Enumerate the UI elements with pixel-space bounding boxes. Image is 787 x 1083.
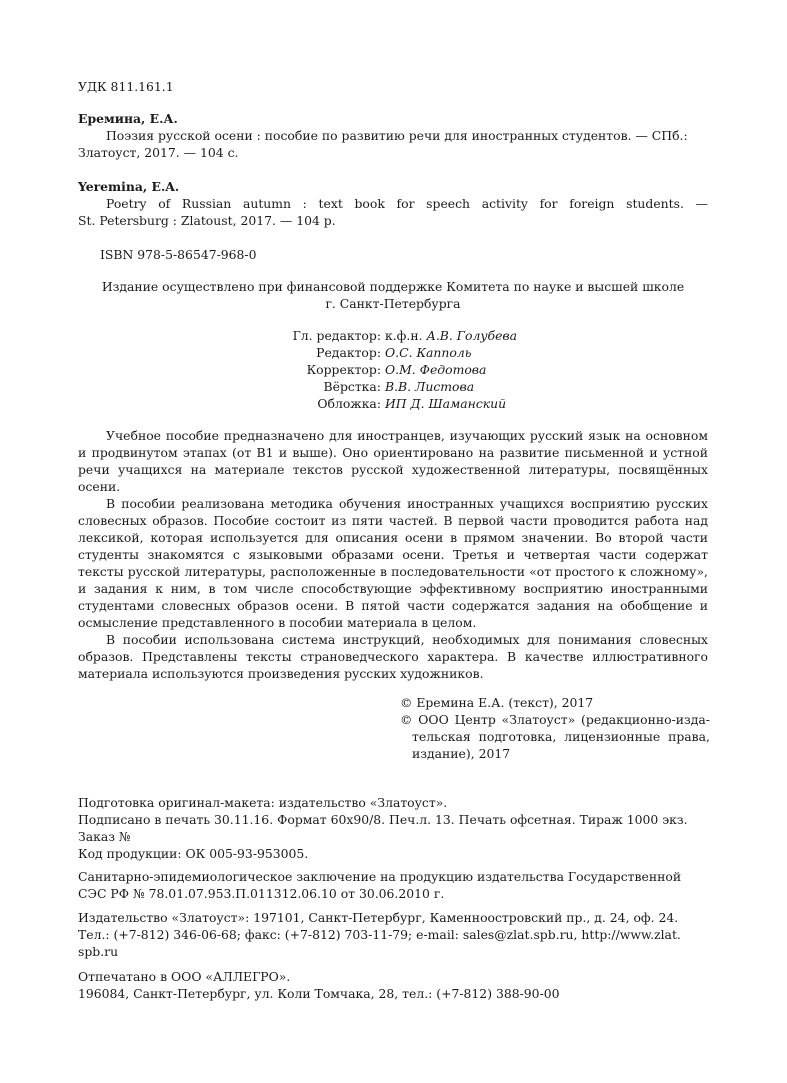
product-code: Код продукции: ОК 005-93-953005. [78, 846, 309, 861]
credit-row [78, 378, 708, 395]
publisher-address: Издательство «Златоуст»: 197101, Санкт-Петербург, Каменноостровский пр., д. 24, оф. 24. [78, 910, 679, 925]
support-note [78, 278, 708, 312]
copyright-line: © Еремина Е.А. (текст), 2017 [400, 695, 594, 710]
abstract-paragraph: В пособии использована система инструкций, необходимых для понимания словесных образов. Представлены тексты страноведческого характера. В качестве иллюстративного материала используются произведения русских художников. [78, 632, 708, 681]
layout-prep: Подготовка оригинал-макета: издательство «Златоуст». [78, 795, 448, 810]
printer-info [78, 968, 708, 1002]
order-number: Заказ № [78, 829, 131, 844]
credit-name: О.М. Федотова [385, 362, 487, 377]
abstract [78, 427, 708, 682]
credit-row [78, 395, 708, 412]
copyright-line: тельская подготовка, лицензионные права, [412, 729, 710, 744]
publisher-phones: Тел.: (+7-812) 346-06-68; факс: (+7-812) 703-11-79; e-mail: sales@zlat.spb.ru, http://www.zlat. [78, 927, 681, 942]
credit-name: А.В. Голубева [426, 328, 518, 343]
print-details: Подписано в печать 30.11.16. Формат 60х90/8. Печ.л. 13. Печать офсетная. Тираж 1000 экз. [78, 812, 688, 827]
credit-role: Гл. редактор: [292, 328, 381, 343]
abstract-paragraph: В пособии реализована методика обучения иностранных учащихся восприятию русских словесных образов. Пособие состоит из пяти частей. В первой части проводится работа над лексикой, которая используется для описания осени в прямом значении. Во второй части студенты знакомятся с языковыми образами осени. Третья и четвертая части содержат тексты русской литературы, расположенные в последовательности «от простого к сложному», и задания к ним, в том числе способствующие эффективному восприятию иностранными студентами словесных образов осени. В пятой части содержатся задания на обобщение и осмысление представленного в пособии материала в целом. [78, 496, 708, 630]
support-line-2: г. Санкт-Петербурга [325, 296, 461, 311]
credit-row [78, 344, 708, 361]
credit-role: Обложка: [317, 396, 381, 411]
credit-prefix: к.ф.н. [385, 328, 423, 343]
credit-role: Корректор: [306, 362, 381, 377]
credit-row [78, 361, 708, 378]
publisher-site-cont: spb.ru [78, 944, 119, 959]
sanitary-line-2: СЭС РФ № 78.01.07.953.П.011312.06.10 от 30.06.2010 г. [78, 886, 445, 901]
credit-name: О.С. Капполь [385, 345, 472, 360]
ru-description-line-2: Златоуст, 2017. — 104 с. [78, 145, 239, 160]
publisher-contacts [78, 909, 708, 960]
en-description-line-2: St. Petersburg : Zlatoust, 2017. — 104 p. [78, 213, 336, 228]
credit-name: ИП Д. Шаманский [385, 396, 507, 411]
copyright-block [400, 694, 710, 762]
credit-name: В.В. Листова [385, 379, 475, 394]
ru-description-line-1: Поэзия русской осени : пособие по развитию речи для иностранных студентов. — СПб.: [106, 128, 688, 143]
isbn: ISBN 978-5-86547-968-0 [100, 247, 257, 262]
ru-author: Еремина, Е.А. [78, 111, 178, 126]
sanitary-line-1: Санитарно-эпидемиологическое заключение на продукцию издательства Государственной [78, 869, 682, 884]
credit-role: Редактор: [316, 345, 381, 360]
printer-address: 196084, Санкт-Петербург, ул. Коли Томчака, 28, тел.: (+7-812) 388-90-00 [78, 986, 560, 1001]
support-line-1: Издание осуществлено при финансовой поддержке Комитета по науке и высшей школе [101, 279, 685, 294]
en-author: Yeremina, E.A. [78, 179, 180, 194]
en-bibliographic-entry [78, 178, 708, 229]
credits-list [78, 327, 708, 412]
credit-role: Вёрстка: [323, 379, 381, 394]
ru-bibliographic-entry [78, 110, 708, 161]
printer-name: Отпечатано в ООО «АЛЛЕГРО». [78, 969, 291, 984]
abstract-paragraph: Учебное пособие предназначено для иностранцев, изучающих русский язык на основном и продвинутом этапах (от В1 и выше). Оно ориентировано на развитие письменной и устной речи учащихся на материале текстов русской художественной литературы, посвящённых осени. [78, 428, 708, 494]
en-description-line-1: Poetry of Russian autumn : text book for speech activity for foreign students. — [106, 196, 708, 211]
credit-row [78, 327, 708, 344]
imprint-details [78, 794, 708, 862]
sanitary-certificate [78, 868, 708, 902]
copyright-line: издание), 2017 [412, 746, 511, 761]
udk-code: УДК 811.161.1 [78, 79, 174, 94]
copyright-line: © ООО Центр «Златоуст» (редакционно-изда- [400, 712, 710, 727]
